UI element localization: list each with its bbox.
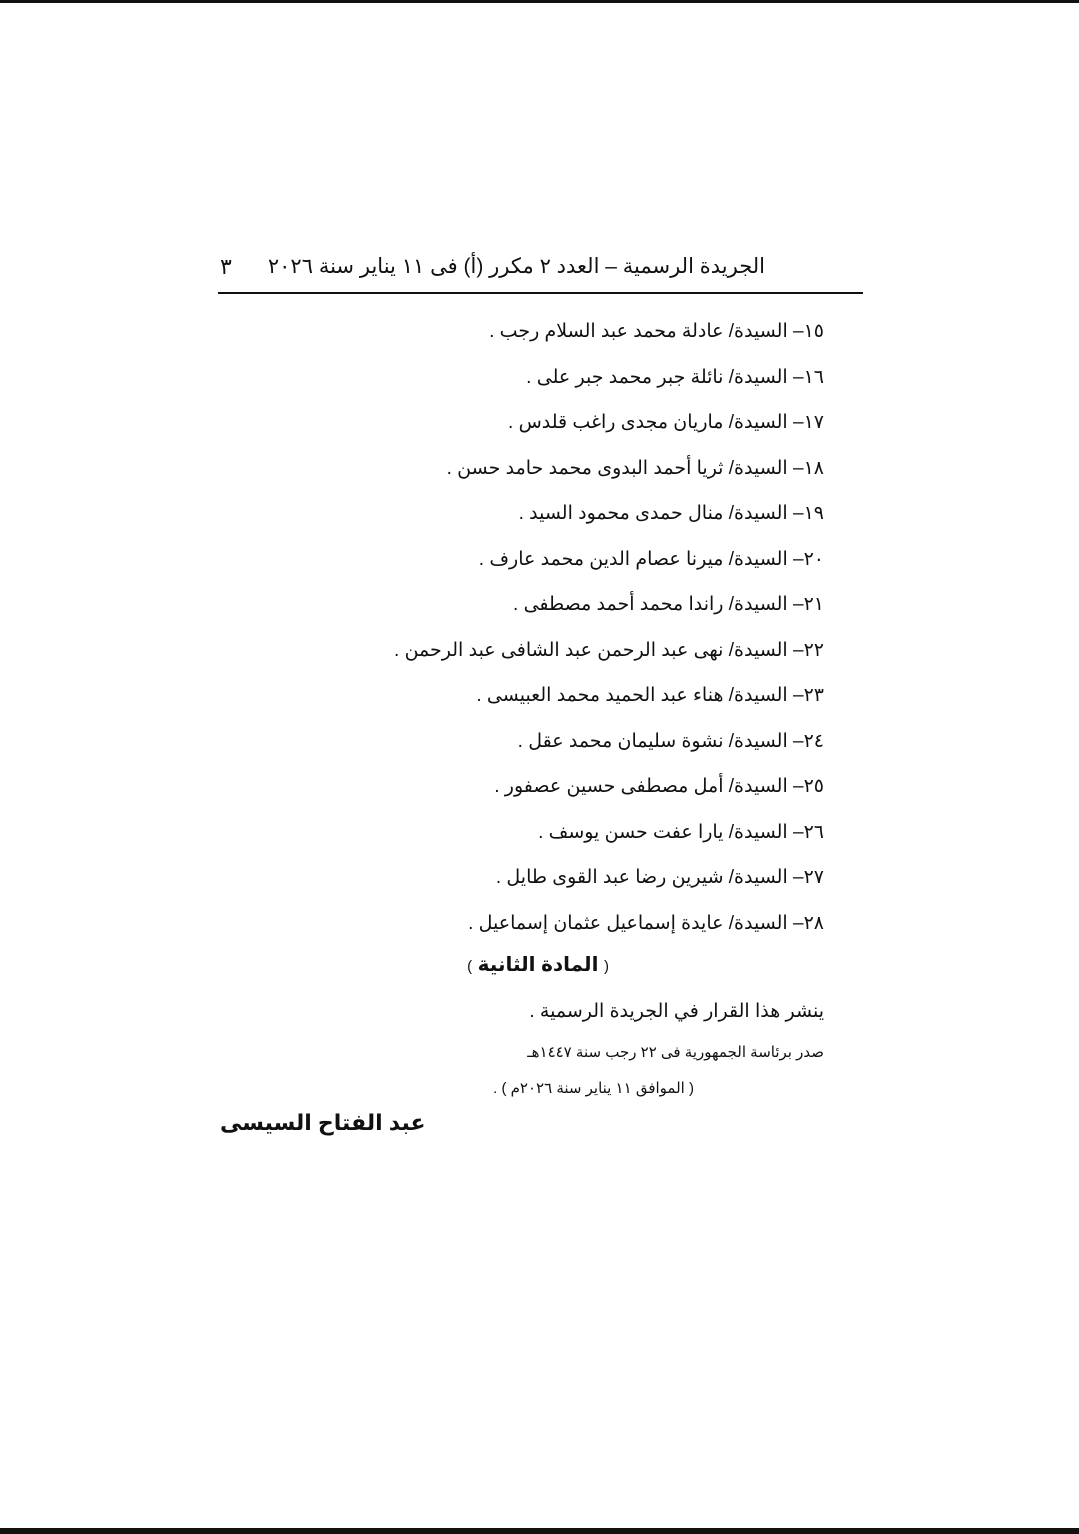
entry-number: ٢٠– bbox=[793, 548, 824, 570]
list-item bbox=[324, 680, 824, 726]
signature: عبد الفتاح السيسى bbox=[220, 1110, 426, 1135]
list-item bbox=[324, 407, 824, 453]
names-list bbox=[324, 316, 824, 953]
entry-number: ٢٥– bbox=[793, 776, 824, 797]
entry-text: السيدة/ راندا محمد أحمد مصطفى . bbox=[513, 594, 793, 615]
list-item bbox=[324, 589, 824, 635]
entry-text: السيدة/ عادلة محمد عبد السلام رجب . bbox=[489, 321, 793, 342]
entry-number: ١٥– bbox=[793, 321, 824, 342]
heading-text: المادة الثانية bbox=[477, 954, 599, 976]
entry-number: ٢١– bbox=[793, 594, 824, 615]
bottom-border bbox=[0, 1528, 1079, 1534]
section-heading bbox=[467, 952, 609, 977]
entry-text: السيدة/ نهى عبد الرحمن عبد الشافى عبد الرحمن . bbox=[394, 639, 793, 661]
list-item bbox=[324, 498, 824, 544]
heading-open-paren: ( bbox=[604, 958, 609, 975]
entry-text: السيدة/ أمل مصطفى حسين عصفور . bbox=[494, 776, 793, 797]
gazette-header-title: الجريدة الرسمية – العدد ٢ مكرر (أ) فى ١١ يناير سنة ٢٠٢٦ bbox=[267, 255, 765, 278]
entry-number: ١٨– bbox=[793, 457, 824, 479]
list-item bbox=[324, 316, 824, 362]
entry-text: السيدة/ يارا عفت حسن يوسف . bbox=[538, 821, 793, 843]
page-number: ٣ bbox=[220, 254, 232, 279]
list-item bbox=[324, 453, 824, 499]
top-border bbox=[0, 0, 1079, 3]
entry-number: ٢٢– bbox=[793, 639, 824, 661]
list-item bbox=[324, 908, 824, 954]
entry-text: السيدة/ ميرنا عصام الدين محمد عارف . bbox=[478, 548, 793, 570]
list-item bbox=[324, 544, 824, 590]
list-item bbox=[324, 817, 824, 863]
list-item bbox=[324, 771, 824, 817]
entry-number: ١٩– bbox=[793, 503, 824, 524]
page-header bbox=[218, 246, 863, 286]
entry-number: ١٧– bbox=[793, 412, 824, 433]
entry-text: السيدة/ عايدة إسماعيل عثمان إسماعيل . bbox=[468, 912, 793, 934]
publish-statement: ينشر هذا القرار في الجريدة الرسمية . bbox=[529, 1001, 824, 1022]
entry-number: ٢٤– bbox=[793, 730, 824, 752]
issued-statement: صدر برئاسة الجمهورية فى ٢٢ رجب سنة ١٤٤٧هـ bbox=[527, 1044, 824, 1061]
header-rule bbox=[218, 292, 863, 294]
entry-text: السيدة/ شيرين رضا عبد القوى طايل . bbox=[495, 867, 793, 888]
corresponding-date: ( الموافق ١١ يناير سنة ٢٠٢٦م ) . bbox=[493, 1080, 694, 1097]
entry-text: السيدة/ منال حمدى محمود السيد . bbox=[518, 503, 793, 524]
entry-number: ٢٨– bbox=[793, 912, 824, 934]
list-item bbox=[324, 726, 824, 772]
entry-text: السيدة/ ماريان مجدى راغب قلدس . bbox=[508, 412, 793, 433]
entry-text: السيدة/ ثريا أحمد البدوى محمد حامد حسن . bbox=[446, 457, 793, 479]
list-item bbox=[324, 862, 824, 908]
list-item bbox=[324, 635, 824, 681]
list-item bbox=[324, 362, 824, 408]
heading-close-paren: ) bbox=[467, 958, 473, 975]
entry-number: ١٦– bbox=[793, 366, 824, 388]
entry-text: السيدة/ هناء عبد الحميد محمد العبيسى . bbox=[476, 685, 793, 706]
entry-text: السيدة/ نائلة جبر محمد جبر على . bbox=[526, 366, 793, 388]
entry-number: ٢٧– bbox=[793, 867, 824, 888]
entry-text: السيدة/ نشوة سليمان محمد عقل . bbox=[517, 730, 793, 752]
entry-number: ٢٦– bbox=[793, 821, 824, 843]
entry-number: ٢٣– bbox=[793, 685, 824, 706]
